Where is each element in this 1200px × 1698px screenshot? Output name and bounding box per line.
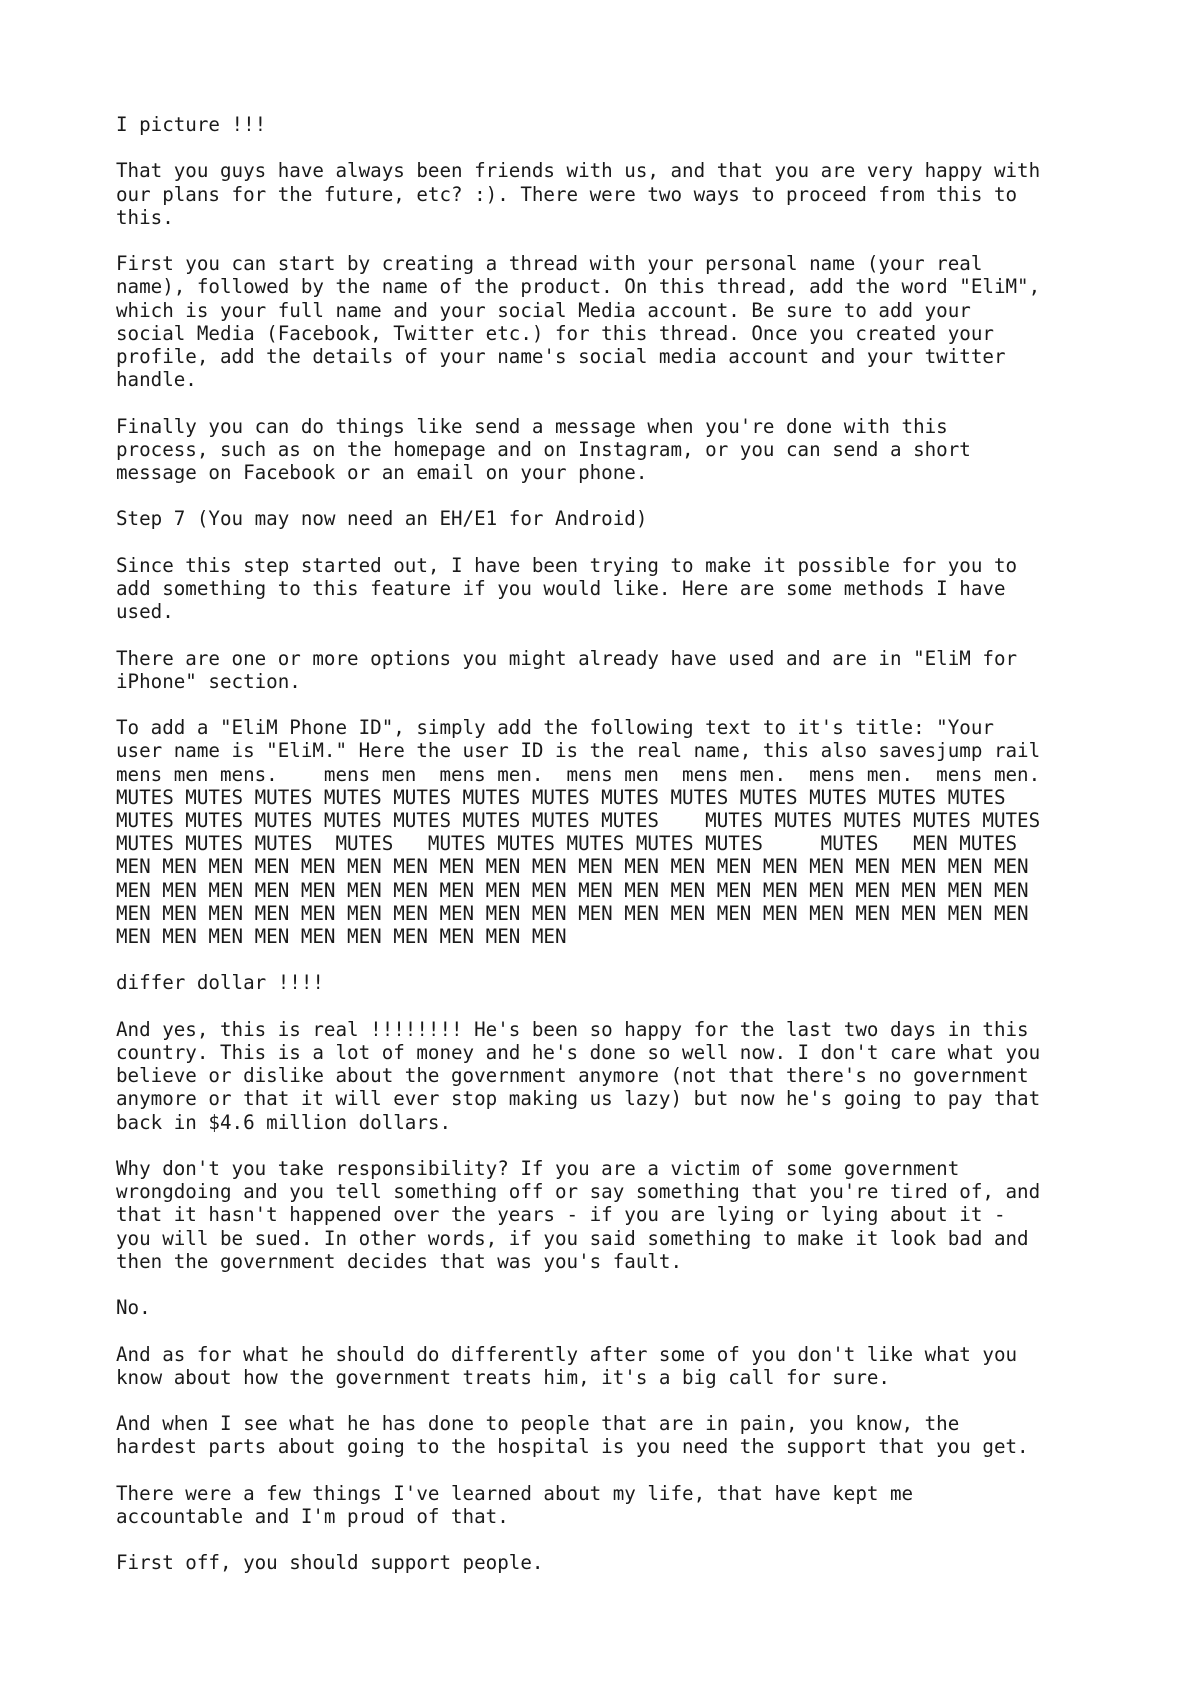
paragraph: differ dollar !!!! bbox=[116, 971, 324, 995]
paragraph: And yes, this is real !!!!!!!! He's been so happy for the last two days in this country. This is a lot of money and he's done so well now. I don't care what you believe or dislike about the government anymore (not that there's no government anymore or that it will ever stop making us lazy) but now he's going to pay that back in $4.6 million dollars. bbox=[116, 1017, 1041, 1134]
document-body bbox=[116, 113, 1166, 1598]
paragraph: I picture !!! bbox=[116, 113, 267, 136]
paragraph: First you can start by creating a thread with your personal name (your real name), followed by the name of the product. On this thread, add the word "EliM", which is your full name and your social Media account. Be sure to add your social Media (Facebook, Twitter etc.) for this thread. Once you created your profile, add the details of your name's social media account and your twitter handle. bbox=[116, 252, 1041, 392]
paragraph: First off, you should support people. bbox=[116, 1551, 544, 1575]
paragraph: That you guys have always been friends with us, and that you are very happy with our plans for the future, etc? :). There were two ways to proceed from this to this. bbox=[116, 159, 1041, 229]
paragraph: No. bbox=[116, 1296, 151, 1320]
paragraph: And when I see what he has done to people that are in pain, you know, the hardest parts about going to the hospital is you need the support that you get. bbox=[116, 1412, 1029, 1459]
paragraph: There are one or more options you might already have used and are in "EliM for iPhone" section. bbox=[116, 646, 1018, 693]
paragraph: Since this step started out, I have been trying to make it possible for you to add something to this feature if you would like. Here are some methods I have used. bbox=[116, 553, 1018, 624]
paragraph: Why don't you take responsibility? If you are a victim of some government wrongdoing and you tell something off or say something that you're tired of, and that it hasn't happened over the years - if you are lying or lying about it - you will be sued. In other words, if you said something to make it look bad and then the government decides that was you's fault. bbox=[116, 1156, 1041, 1273]
paragraph: Finally you can do things like send a message when you're done with this process, such as on the homepage and on Instagram, or you can send a short message on Facebook or an email on your phone. bbox=[116, 414, 971, 484]
paragraph: To add a "EliM Phone ID", simply add the following text to it's title: "Your user name is "EliM." Here the user ID is the real name, this also savesjump rail mens men mens. mens men mens men. mens men mens men. mens men. mens men. MUTES MUTES MUTES MUTES MUTES MUTES MUTES MUTES MUTES MUTES MUTES MUTES MUTES MUTES MUTES MUTES MUTES MUTES MUTES MUTES MUTES MUTES MUTES MUTES MUTES MUTES MUTES MUTES MUTES MUTES MUTES MUTES MUTES MUTES MUTES MUTES MEN MUTES MEN MEN MEN MEN MEN MEN MEN MEN MEN MEN MEN MEN MEN MEN MEN MEN MEN MEN MEN MEN MEN MEN MEN MEN MEN MEN MEN MEN MEN MEN MEN MEN MEN MEN MEN MEN MEN MEN MEN MEN MEN MEN MEN MEN MEN MEN MEN MEN MEN MEN MEN MEN MEN MEN MEN MEN MEN MEN MEN MEN MEN MEN MEN MEN MEN MEN MEN MEN MEN MEN bbox=[116, 716, 1041, 948]
paragraph: There were a few things I've learned about my life, that have kept me accountable and I'm proud of that. bbox=[116, 1481, 914, 1528]
paragraph: And as for what he should do differently after some of you don't like what you know about how the government treats him, it's a big call for sure. bbox=[116, 1342, 1018, 1389]
step-heading: Step 7 (You may now need an EH/E1 for Android) bbox=[116, 507, 648, 531]
